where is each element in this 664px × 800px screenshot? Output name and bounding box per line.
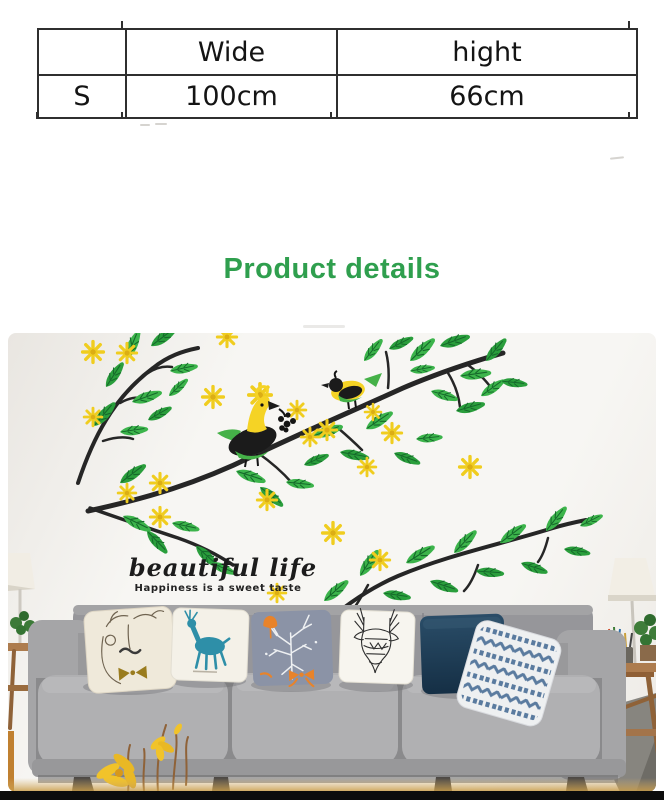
table-tick [628, 21, 630, 28]
size-table-row-s [38, 75, 637, 118]
scan-smudge [155, 123, 167, 125]
wide-value: 100cm [126, 75, 337, 118]
pillow-cream-doodle [83, 606, 177, 694]
pillow-teal-deer [171, 608, 249, 683]
size-table-header-row [38, 29, 637, 75]
wall-decal [78, 333, 605, 640]
size-value: S [38, 75, 126, 118]
size-column-header [38, 29, 126, 75]
table-tick [36, 112, 38, 119]
table-tick [628, 112, 630, 119]
photo-bottom-fade [8, 778, 656, 792]
table-tick [121, 112, 123, 119]
height-value: 66cm [337, 75, 637, 118]
table-tick [330, 112, 332, 119]
height-column-header: hight [337, 29, 637, 75]
right-plant [634, 614, 656, 661]
bottom-band [0, 791, 664, 800]
table-tick [121, 21, 123, 28]
pillow-slate-coral [251, 610, 334, 689]
product-photo [8, 333, 656, 792]
scan-smudge [140, 124, 150, 126]
decal-subtitle-text: Happiness is a sweet taste [134, 583, 302, 594]
size-table [37, 28, 638, 119]
wide-column-header: Wide [126, 29, 337, 75]
product-details-heading: Product details [223, 253, 441, 285]
scan-smudge [610, 156, 624, 159]
living-room-scene [8, 333, 656, 792]
decal-script-text: beautiful life [128, 553, 318, 582]
pillow-deer-sketch [339, 608, 416, 685]
scan-smudge [303, 325, 345, 328]
